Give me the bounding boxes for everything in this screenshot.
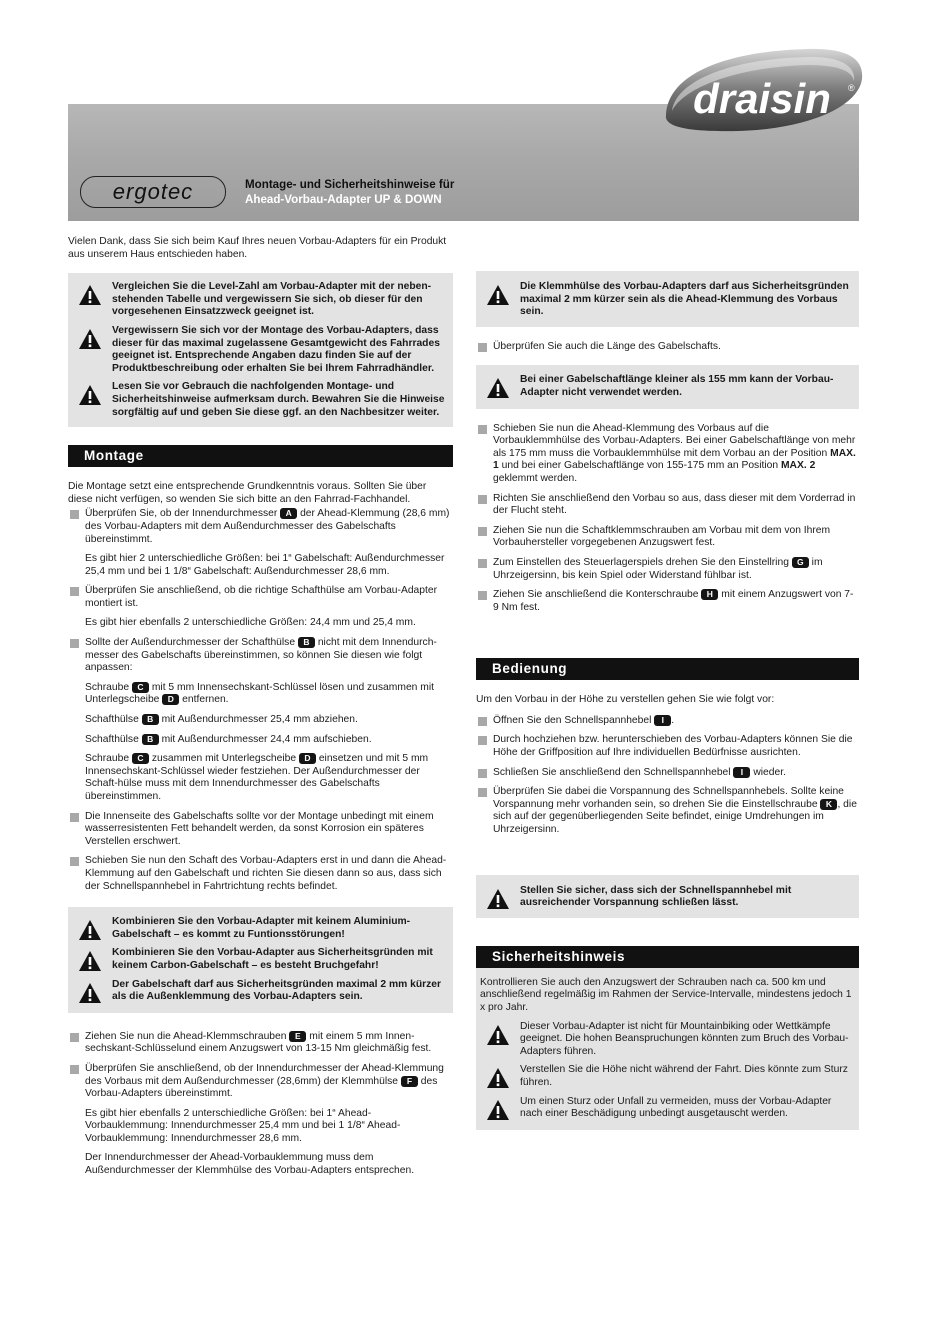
warning-row: Um einen Sturz oder Unfall zu vermeiden, muss der Vorbau-Adapter nach einer Beschädigung unbedingt ausgetauscht werden. (480, 1096, 853, 1121)
list-item: Durch hochziehen bzw. herunterschieben des Vorbau-Adapters können Sie die Höhe der Griffposition auf Ihre individuellen Bedürfnisse ausrichten. (476, 734, 859, 759)
warning-icon (486, 888, 510, 910)
warning-row: Kombinieren Sie den Vorbau-Adapter aus Sicherheitsgründen mit keinem Carbon-Gabelschaft – es besteht Bruchgefahr! (78, 947, 447, 972)
warning-icon (78, 384, 102, 406)
warning-icon (78, 328, 102, 350)
list-item: Überprüfen Sie dabei die Vorspannung des Schnellspannhebels. Sollte keine Vorspannung mehr vorhanden sein, so drehen Sie die Einstellschraube K , die sich auf der gegenüberliegenden Seite befindet, einige Umdrehungen im Uhrzeigersinn. (476, 786, 859, 836)
title-line-1: Montage- und Sicherheitshinweise für (245, 178, 455, 191)
list-item: Richten Sie anschließend den Vorbau so aus, dass dieser mit dem Vorderrad in der Flucht steht. (476, 493, 859, 518)
svg-text:®: ® (848, 83, 855, 93)
warning-box-gabelschaft (476, 365, 859, 408)
note: Der Innendurchmesser der Ahead-Vorbauklemmung muss dem Außendurchmesser der Klemmhülse des Vorbau-Adapters entsprechen. (85, 1152, 415, 1177)
section-heading-bedienung: Bedienung (476, 658, 859, 680)
svg-text:draisin: draisin (693, 75, 831, 122)
list-item: Ziehen Sie nun die Ahead-Klemmschrauben E mit einem 5 mm Innen-sechskant-Schlüsselund einem Anzugswert von 13-15 Nm gleichmäßig fest. (68, 1031, 453, 1056)
warning-row: Die Klemmhülse des Vorbau-Adapters darf aus Sicherheitsgründen maximal 2 mm kürzer sein als die Ahead-Klemmung des Vorbaus sein. (486, 281, 853, 319)
warning-box-mid (68, 907, 453, 1013)
list-item: Überprüfen Sie auch die Länge des Gabelschafts. (476, 341, 859, 354)
warning-row: Vergewissern Sie sich vor der Montage des Vorbau-Adapters, dass dieser für das maximal zugelassene Gesamtgewicht des Fahrrades geeignet ist. Entsprechende Angaben dazu finden Sie auf der Produktbeschreibung oder erhalten Sie bei Ihrem Fahrradhändler. (78, 325, 447, 375)
montage-intro: Die Montage setzt eine entsprechende Grundkenntnis voraus. Sollten Sie über diese nicht verfügen, so wenden Sie sich bitte an den Fahrrad-Fachhandel. (68, 481, 427, 505)
warning-row: Stellen Sie sicher, dass sich der Schnellspannhebel mit ausreichender Vorspannung schließen lässt. (486, 885, 853, 910)
ergotec-logo (80, 176, 226, 208)
bedienung-intro: Um den Vorbau in der Höhe zu verstellen gehen Sie wie folgt vor: (476, 694, 775, 706)
list-item: Sollte der Außendurchmesser der Schafthülse B nicht mit dem Innendurch-messer des Gabelschafts übereinstimmen, so können Sie diesen wie folgt anpassen: (68, 637, 453, 675)
list-item: Ziehen Sie anschließend die Konterschraube H mit einem Anzugswert von 7-9 Nm fest. (476, 589, 859, 614)
warning-row: Der Gabelschaft darf aus Sicherheitsgründen maximal 2 mm kürzer als die Außenklemmung des Vorbau-Adapters sein. (78, 979, 447, 1004)
sicherheit-intro: Kontrollieren Sie auch den Anzugswert der Schrauben nach ca. 500 km und anschließend regelmäßig im Rahmen der Service-Intervalle, mindestens jedoch 1 x pro Jahr. (480, 976, 852, 1013)
warning-icon (486, 284, 510, 306)
step: Schafthülse B mit Außendurchmesser 25,4 mm abziehen. (85, 714, 358, 726)
note: Es gibt hier 2 unterschiedliche Größen: bei 1“ Gabelschaft: Außendurchmesser 25,4 mm und bei 1 1/8“ Gabelschaft: Außendurchmesser 28,6 mm. (85, 553, 445, 577)
warning-icon (486, 1099, 510, 1121)
list-item: Die Innenseite des Gabelschafts sollte vor der Montage unbedingt mit einem wasserresistenten Fett behandelt werden, da sonst Korrosion ein späteres Verstellen erschwert. (68, 811, 453, 849)
label-d: D (162, 694, 179, 705)
label-c: C (132, 753, 149, 764)
label-i: I (654, 715, 671, 726)
list-item: Ziehen Sie nun die Schaftklemmschrauben am Vorbau mit dem von Ihrem Vorbauhersteller vorgegebenen Anzugswert fest. (476, 525, 859, 550)
label-b: B (142, 734, 159, 745)
left-column (68, 236, 453, 1185)
note: Es gibt hier ebenfalls 2 unterschiedliche Größen: bei 1“ Ahead-Vorbauklemmung: Innendurchmesser 25,4 mm und bei 1 1/8“ Ahead-Vorbauklemmung: Innendurchmesser 28,6 mm. (85, 1107, 401, 1144)
intro-text: Vielen Dank, dass Sie sich beim Kauf Ihres neuen Vorbau-Adapters für ein Produkt aus unserem Haus entschieden haben. (68, 236, 447, 260)
label-e: E (289, 1031, 306, 1042)
label-b: B (298, 637, 315, 648)
draisin-logo (658, 45, 866, 133)
warning-row: Kombinieren Sie den Vorbau-Adapter mit keinem Aluminium-Gabelschaft – es kommt zu Funtionsstörungen! (78, 916, 447, 941)
section-heading-montage: Montage (68, 445, 453, 467)
warning-row: Lesen Sie vor Gebrauch die nachfolgenden Montage- und Sicherheitshinweise aufmerksam durch. Bewahren Sie die Hinweise sorgfältig auf und geben Sie diese ggf. an den Nachbesitzer weiter. (78, 381, 447, 419)
list-item: Überprüfen Sie anschließend, ob der Innendurchmesser der Ahead-Klemmung des Vorbaus mit dem Außendurchmesser (28,6mm) der Klemmhülse F des Vorbau-Adapters übereinstimmt. (68, 1063, 453, 1101)
label-g: G (792, 557, 809, 568)
label-b: B (142, 714, 159, 725)
label-d: D (299, 753, 316, 764)
warning-box-klemmhuelse (476, 271, 859, 327)
label-i: I (733, 767, 750, 778)
step: Schafthülse B mit Außendurchmesser 24,4 mm aufschieben. (85, 733, 372, 745)
list-item: Schieben Sie nun die Ahead-Klemmung des Vorbaus auf die Vorbauklemmhülse des Vorbau-Adapters. Bei einer Gabelschaftlänge von mehr als 175 mm muss die Vorbauklemmhülse mit dem Vorbau an der Position MAX. 1 und bei einer Gabelschaftlänge von 155-175 mm an Position MAX. 2 geklemmt werden. (476, 423, 859, 486)
label-h: H (701, 589, 718, 600)
note: Es gibt hier ebenfalls 2 unterschiedliche Größen: 24,4 mm und 25,4 mm. (85, 617, 416, 629)
title-line-2: Ahead-Vorbau-Adapter UP & DOWN (245, 193, 442, 206)
document-title (245, 177, 454, 207)
warning-icon (486, 1067, 510, 1089)
right-column (476, 271, 859, 1130)
step: Schraube C zusammen mit Unterlegscheibe D einsetzen und mit 5 mm Innensechskant-Schlüssel wieder festziehen. Der Außendurchmesser der Schaft-hülse muss mit dem Innendurchmesser des Gabelschafts übereinstimmen. (85, 753, 429, 802)
label-f: F (401, 1076, 418, 1087)
warning-row: Verstellen Sie die Höhe nicht während der Fahrt. Dies könnte zum Sturz führen. (480, 1064, 853, 1089)
warning-row: Dieser Vorbau-Adapter ist nicht für Mountainbiking oder Wettkämpfe geeignet. Die hohen Beanspruchungen könnten zum Bruch des Vorbau-Adapters führen. (480, 1021, 853, 1059)
list-item: Schließen Sie anschließend den Schnellspannhebel I wieder. (476, 767, 859, 780)
warning-box-top (68, 273, 453, 427)
svg-text:ergotec: ergotec (112, 179, 194, 204)
label-c: C (132, 682, 149, 693)
warning-icon (78, 284, 102, 306)
list-item: Öffnen Sie den Schnellspannhebel I . (476, 715, 859, 728)
label-k: K (820, 799, 837, 810)
section-heading-sicherheitshinweis: Sicherheitshinweis (476, 946, 859, 968)
warning-icon (486, 1024, 510, 1046)
list-item: Schieben Sie nun den Schaft des Vorbau-Adapters erst in und dann die Ahead-Klemmung auf den Gabelschaft und richten Sie diesen dann so aus, dass sich der Schnellspannhebel in Fahrtrichtung rechts befindet. (68, 855, 453, 893)
warning-icon (78, 982, 102, 1004)
list-item: Überprüfen Sie, ob der Innendurchmesser A der Ahead-Klemmung (28,6 mm) des Vorbau-Adapters mit dem Außendurchmesser des Gabelschafts übereinstimmt. (68, 508, 453, 546)
warning-box-schnellspann (476, 875, 859, 918)
warning-icon (78, 919, 102, 941)
step: Schraube C mit 5 mm Innensechskant-Schlüssel lösen und zusammen mit Unterlegscheibe D entfernen. (85, 681, 434, 706)
sicherheit-box (476, 968, 859, 1130)
warning-icon (486, 377, 510, 399)
warning-row: Bei einer Gabelschaftlänge kleiner als 155 mm kann der Vorbau-Adapter nicht verwendet werden. (486, 374, 853, 399)
label-a: A (280, 508, 297, 519)
list-item: Zum Einstellen des Steuerlagerspiels drehen Sie den Einstellring G im Uhrzeigersinn, bis kein Spiel oder Widerstand fühlbar ist. (476, 557, 859, 582)
warning-icon (78, 950, 102, 972)
warning-row: Vergleichen Sie die Level-Zahl am Vorbau-Adapter mit der neben-stehenden Tabelle und vergewissern Sie sich, ob dieser für den vorgesehenen Einsatzzweck geeignet ist. (78, 281, 447, 319)
list-item: Überprüfen Sie anschließend, ob die richtige Schafthülse am Vorbau-Adapter montiert ist. (68, 585, 453, 610)
